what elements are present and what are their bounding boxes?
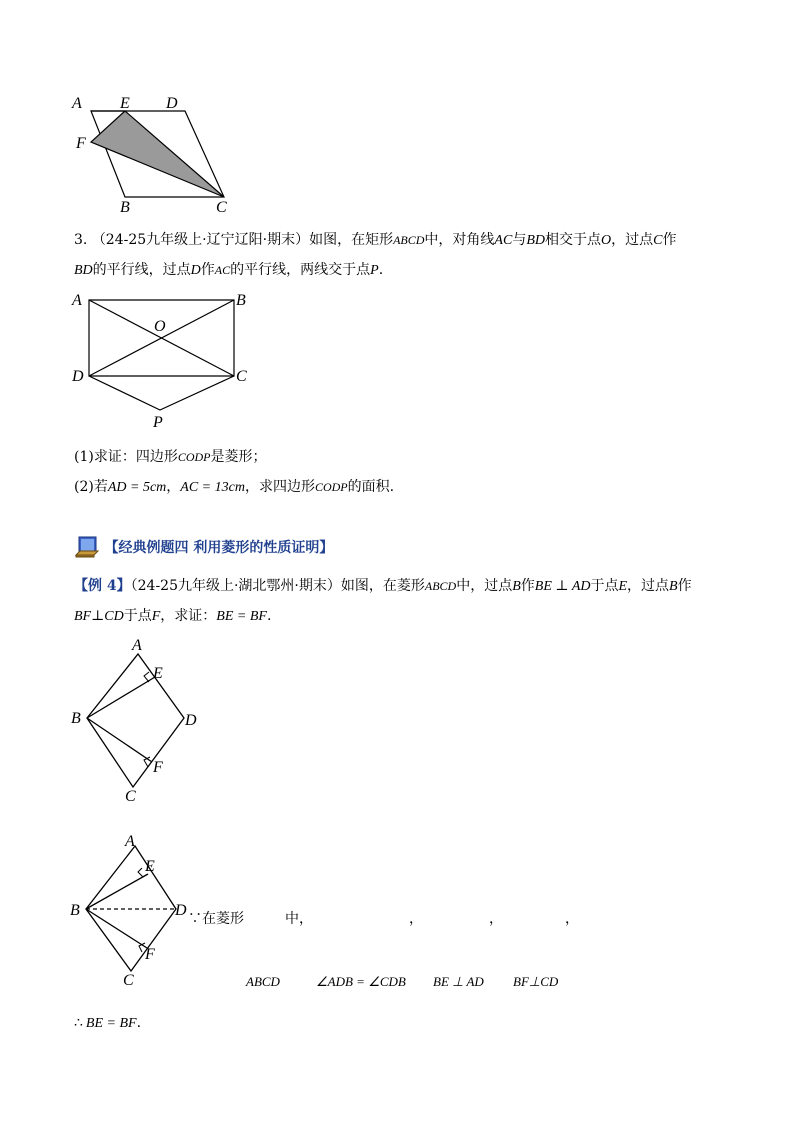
example4-text: 于点 (123, 608, 152, 624)
q2-text: 的面积. (347, 479, 395, 495)
problem3-number: 3. (74, 232, 88, 248)
solution-zhong: 中， (285, 911, 313, 927)
math-b: B (669, 579, 678, 594)
therefore-symbol: ∴ (74, 1015, 83, 1031)
solution-formula-abcd: ABCD (246, 974, 280, 989)
q2-text: (2)若 (74, 479, 108, 495)
math-f: F (151, 609, 161, 624)
fig1-label-E: E (120, 95, 130, 112)
math-ac: AC (494, 233, 513, 248)
problem3-line2 (74, 260, 383, 281)
book-icon (74, 535, 100, 559)
math-bd: BD (526, 233, 545, 248)
fig2-label-B: B (236, 292, 246, 309)
problem3-source: （24-25九年级上·辽宁辽阳·期末） (91, 232, 310, 248)
example4-text: ，求证： (160, 608, 217, 624)
math-d: D (190, 263, 201, 278)
example4-source: （24-25九年级上·湖北鄂州·期末） (130, 578, 341, 594)
fig3-label-F: F (153, 759, 163, 776)
fig3-label-C: C (125, 788, 136, 805)
example4-line1 (74, 576, 692, 597)
problem3-text: 的平行线，两线交于点 (230, 262, 371, 278)
math-b: B (512, 579, 521, 594)
problem3-text: . (378, 262, 384, 278)
figure-parallelogram (60, 90, 260, 220)
section-header (74, 535, 333, 559)
figure-rhombus (65, 635, 215, 810)
math-ac: AC (214, 263, 231, 277)
math-bf-perp-cd: BF⊥CD (74, 609, 124, 624)
figure-rectangle (60, 285, 270, 435)
problem3-text: 相交于点 (544, 232, 601, 248)
fig4-label-D: D (175, 902, 187, 919)
math-e: E (618, 579, 628, 594)
math-codp: CODP (314, 480, 348, 494)
fig3-label-D: D (185, 712, 197, 729)
q2-text: ， (166, 479, 181, 495)
q1-text: 是菱形； (210, 449, 267, 465)
solution-comma-2: ， (489, 911, 503, 927)
problem3-text: 作 (200, 262, 215, 278)
question-2 (74, 477, 394, 498)
solution-conclusion (74, 1013, 141, 1034)
solution-comma-3: ， (565, 911, 579, 927)
math-abcd: ABCD (424, 579, 457, 593)
fig3-label-A: A (132, 637, 142, 654)
example4-text: 中，过点 (456, 578, 513, 594)
fig2-label-C: C (236, 368, 247, 385)
math-c: C (653, 233, 663, 248)
example4-text: 作 (520, 578, 535, 594)
q1-text: (1)求证：四边形 (74, 449, 178, 465)
fig1-label-C: C (216, 199, 227, 216)
math-bd: BD (74, 263, 93, 278)
fig4-label-C: C (123, 972, 134, 989)
example4-text: ，过点 (627, 578, 670, 594)
example4-text: 于点 (590, 578, 619, 594)
math-be-eq-bf: BE = BF (216, 609, 267, 624)
fig4-label-F: F (145, 946, 155, 963)
math-ad-5cm: AD = 5cm (107, 480, 167, 495)
solution-line1 (188, 909, 244, 929)
fig1-label-A: A (72, 95, 82, 112)
problem3-text: 与 (512, 232, 527, 248)
example4-line2 (74, 606, 271, 627)
problem3-text: ，过点 (611, 232, 654, 248)
fig1-label-D: D (166, 95, 178, 112)
fig1-label-F: F (76, 135, 86, 152)
math-p: P (370, 263, 379, 278)
fig2-label-P: P (153, 414, 163, 431)
example4-text: 作 (677, 578, 692, 594)
solution-formula-bf-cd: BF⊥CD (513, 974, 559, 989)
example4-tag: 【例 4】 (74, 578, 131, 594)
fig4-label-B: B (70, 902, 80, 919)
problem3-line1 (74, 230, 676, 251)
fig4-label-A: A (125, 833, 135, 850)
problem3-text: 作 (662, 232, 677, 248)
math-be-perp-ad: BE ⊥ AD (534, 579, 591, 594)
because-symbol: ∵ (188, 911, 202, 927)
example4-text: 如图，在菱形 (340, 578, 425, 594)
solution-text: 在菱形 (202, 911, 244, 927)
solution-formula-angles: ∠ADB = ∠CDB (316, 974, 406, 989)
solution-text: . (136, 1015, 142, 1031)
math-be-eq-bf: BE = BF (85, 1016, 137, 1031)
fig3-label-B: B (71, 710, 81, 727)
math-rect-abcd: ABCD (393, 233, 425, 247)
question-1 (74, 447, 267, 467)
problem3-text: 如图，在矩形 (309, 232, 394, 248)
solution-comma-1: ， (409, 911, 423, 927)
problem3-text: 的平行线，过点 (92, 262, 191, 278)
fig3-label-E: E (153, 665, 163, 682)
math-o: O (600, 233, 612, 248)
example4-text: . (266, 608, 272, 624)
fig2-label-D: D (72, 368, 84, 385)
figure-rhombus-solution (65, 830, 205, 995)
section-title: 【经典例题四 利用菱形的性质证明】 (104, 540, 334, 556)
fig1-label-B: B (120, 199, 130, 216)
q2-text: ，求四边形 (244, 479, 315, 495)
fig4-label-E: E (145, 858, 155, 875)
fig2-label-O: O (154, 318, 166, 335)
solution-formula-be-ad: BE ⊥ AD (433, 974, 484, 989)
math-codp: CODP (177, 450, 211, 464)
math-ac-13cm: AC = 13cm (180, 480, 245, 495)
fig2-label-A: A (72, 292, 82, 309)
problem3-text: 中，对角线 (424, 232, 495, 248)
